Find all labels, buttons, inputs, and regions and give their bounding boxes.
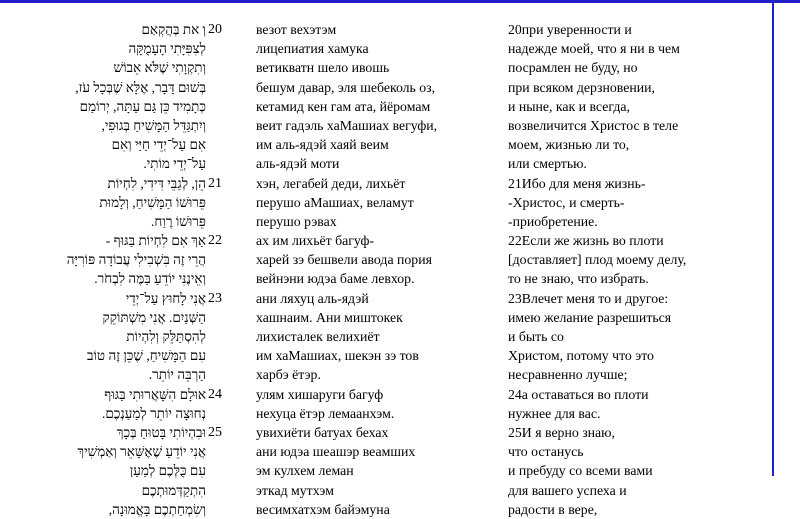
verse-line <box>0 135 772 154</box>
hebrew-text: נְחוּצָה יוֹתֵר לְמַעַנְכֶם. <box>101 405 206 421</box>
transliteration-text: перушо рэвах <box>256 213 337 229</box>
verse-line <box>0 174 772 193</box>
transliteration-text: весимхатхэм байэмуна <box>256 501 390 517</box>
verse-line <box>0 442 772 461</box>
russian-text: для вашего успеха и <box>508 482 627 498</box>
verse-line <box>0 500 772 519</box>
transliteration-text: эм кулхем леман <box>256 463 354 479</box>
transliteration-text: хашнаим. Ани миштокек <box>256 309 403 325</box>
hebrew-text: וְיִתְגַּדֵּל הַמָּשִׁיחַ בְּגוּפִי, <box>101 117 206 133</box>
hebrew-text: וּבִהְיוֹתִי בָּטוּחַ בְּכָךְ <box>116 424 206 440</box>
hebrew-text: אַךְ אִם לִחְיוֹת בַּגּוּף - <box>105 233 206 249</box>
hebrew-text: וְשִׂמְחַתְכֶם בָּאֱמוּנָה, <box>108 501 206 517</box>
verse-line <box>0 423 772 442</box>
hebrew-text: לְצִפִּיָּתִי הָעָמֻקָּה <box>128 41 206 57</box>
hebrew-text: לְהִסְתַּלֵּק וְלִהְיוֹת <box>126 329 206 344</box>
russian-text: и ныне, как и всегда, <box>508 98 630 114</box>
transliteration-text: им аль-ядэй хаяй веим <box>256 137 389 153</box>
russian-text: при всяком дерзновении, <box>508 79 655 95</box>
russian-text: [доставляет] плод моему делу, <box>508 252 687 268</box>
verse-line <box>0 269 772 288</box>
verse-line <box>0 39 772 58</box>
verse-number: 25 <box>208 424 222 440</box>
russian-text: и пребуду со всеми вами <box>508 463 653 479</box>
transliteration-text: эткад мутхэм <box>256 482 334 498</box>
transliteration-text: лицепиатия хамука <box>256 41 369 57</box>
hebrew-text: בְּשׁוּם דָּבָר, אֶלָּא שֶׁבְּכָל עֹז, <box>75 79 206 95</box>
russian-text: -Христос, и смерть- <box>508 194 625 210</box>
verse-line <box>0 346 772 365</box>
verse-line <box>0 308 772 327</box>
transliteration-text: им хаМашиах, шекэн зэ тов <box>256 348 419 364</box>
hebrew-text: אֲנִי לָחוּץ עַל־יְדֵי <box>125 290 206 306</box>
transliteration-text: лихисталек велихиёт <box>256 329 380 344</box>
russian-text: что останусь <box>508 444 584 460</box>
russian-text: имею желание разрешиться <box>508 309 672 325</box>
hebrew-text: עִם הַמָּשִׁיחַ, שֶׁכֵּן זֶה טוֹב <box>86 348 206 364</box>
verse-line <box>0 231 772 250</box>
russian-text: надежде моей, что я ни в чем <box>508 41 680 57</box>
verse-number: 24 <box>208 386 222 402</box>
hebrew-text: פֵּרוּשׁוֹ הַמָּשִׁיחַ, וְלָמוּת <box>99 194 206 210</box>
verse-line <box>0 212 772 231</box>
verse-line <box>0 481 772 500</box>
transliteration-text: вейнэни юдэа баме левхор. <box>256 271 415 287</box>
verse-number: 22 <box>208 233 222 249</box>
russian-text: радости в вере, <box>508 501 598 517</box>
russian-text: 24а оставаться во плоти <box>508 386 649 402</box>
russian-text: Христом, потому что это <box>508 348 654 364</box>
verse-line <box>0 116 772 135</box>
verse-number: 21 <box>208 175 222 191</box>
russian-text: и быть со <box>508 329 564 344</box>
page-top-border <box>0 0 800 3</box>
russian-text: или смертью. <box>508 156 587 172</box>
hebrew-text: וְתִקְוָתִי שֶׁלֹּא אֵבוֹשׁ <box>113 60 206 76</box>
russian-text: 25И я верно знаю, <box>508 424 615 440</box>
verse-line <box>0 193 772 212</box>
hebrew-text: אֲנִי יוֹדֵעַ שֶׁאֶשָּׁאֵר וְאַמְשִׁיךְ <box>77 444 206 460</box>
russian-text: -приобретение. <box>508 213 598 229</box>
russian-text: то не знаю, что избрать. <box>508 271 649 287</box>
verse-line <box>0 289 772 308</box>
transliteration-text: везот вехэтэм <box>256 22 337 37</box>
russian-text: 23Влечет меня то и другое: <box>508 290 669 306</box>
verse-line <box>0 20 772 39</box>
verse-line <box>0 58 772 77</box>
page-right-border <box>772 0 774 476</box>
russian-text: несравненно лучше; <box>508 367 628 383</box>
transliteration-text: улям хишаруги багуф <box>256 386 384 402</box>
verse-table <box>0 20 772 519</box>
verse-line <box>0 250 772 269</box>
hebrew-text: אוּלָם הִשָּׁאֲרוּתִי בַּגּוּף <box>104 386 206 402</box>
transliteration-text: перушо аМашиах, веламут <box>256 194 414 210</box>
hebrew-text: הֲרֵי זֶה בִּשְׁבִילִי עֲבוֹדָה פּוֹרִיָּה <box>66 252 206 268</box>
hebrew-text: עַל־יְדֵי מוֹתִי. <box>143 156 206 172</box>
hebrew-text: אִם עַל־יְדֵי חַיַּי וְאִם <box>111 137 206 153</box>
hebrew-text: פֵּרוּשׁוֹ רֶוַח. <box>151 213 206 229</box>
verse-line <box>0 154 772 173</box>
verse-number: 23 <box>208 290 222 306</box>
transliteration-text: хэн, легабей деди, лихьёт <box>256 175 406 191</box>
verse-line <box>0 365 772 384</box>
hebrew-text: וְאֵינֶנִּי יוֹדֵעַ בַּמֶּה לִבְחֹר. <box>94 271 206 287</box>
transliteration-text: аль-ядэй моти <box>256 156 340 172</box>
verse-line <box>0 327 772 346</box>
verse-line <box>0 78 772 97</box>
russian-text: 21Ибо для меня жизнь- <box>508 175 646 191</box>
verse-line <box>0 385 772 404</box>
transliteration-text: веит гадэль хаМашиах вегуфи, <box>256 117 438 133</box>
transliteration-text: ветикватн шело ивошь <box>256 60 390 76</box>
transliteration-text: бешум давар, эля шебеколь оз, <box>256 79 436 95</box>
hebrew-text: הִתְקַדְּמוּתְכֶם <box>141 482 206 498</box>
hebrew-text: הַשְּׁנַיִם. אֲנִי מִשְׁתּוֹקֵק <box>102 309 206 325</box>
hebrew-text: וְ את בְּהֲקְאַם <box>141 22 206 37</box>
russian-text: 20при уверенности и <box>508 22 632 37</box>
verse-line <box>0 97 772 116</box>
russian-text: возвеличится Христос в теле <box>508 117 679 133</box>
transliteration-text: харбэ ётэр. <box>256 367 321 383</box>
transliteration-text: кетамид кен гам ата, йёромам <box>256 98 431 114</box>
hebrew-text: עִם כֻּלְּכֶם לְמַעַן <box>129 463 206 479</box>
russian-text: моем, жизнью ли то, <box>508 137 630 153</box>
verse-line <box>0 461 772 480</box>
transliteration-text: ани юдэа шеашэр веамших <box>256 444 416 460</box>
verse-line <box>0 404 772 423</box>
transliteration-text: харей зэ бешвели авода пория <box>256 252 432 268</box>
transliteration-text: ани ляхуц аль-ядэй <box>256 290 369 306</box>
hebrew-text: כְּתָמִיד כֵּן גַּם עַתָּה, יְרוֹמַם <box>79 98 206 114</box>
russian-text: нужнее для вас. <box>508 405 601 421</box>
transliteration-text: ах им лихьёт багуф- <box>256 233 374 249</box>
transliteration-text: увихиёти батуах бехах <box>256 424 389 440</box>
transliteration-text: нехуца ётэр лемаанхэм. <box>256 405 395 421</box>
russian-text: посрамлен не буду, но <box>508 60 638 76</box>
hebrew-text: הַרְבֵּה יוֹתֵר. <box>148 367 206 383</box>
hebrew-text: הֵן, לְגַבֵּי דִּידִי, לִחְיוֹת <box>107 175 206 191</box>
verse-number: 20 <box>208 22 222 37</box>
russian-text: 22Если же жизнь во плоти <box>508 233 664 249</box>
